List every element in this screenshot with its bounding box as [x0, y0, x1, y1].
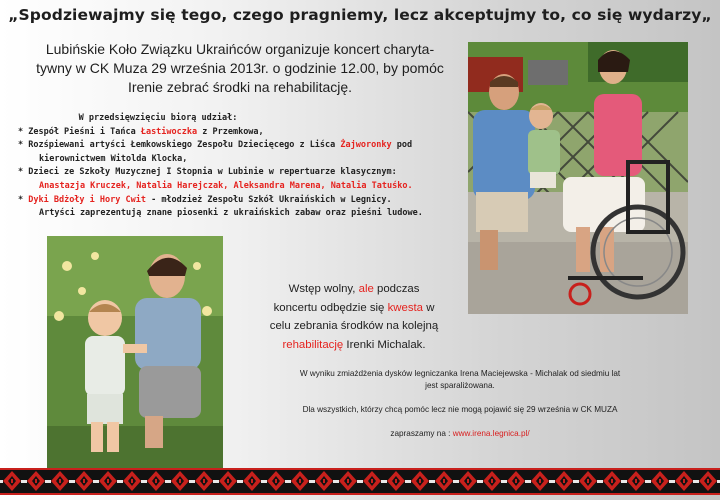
mother-child-photo-illustration: [47, 236, 223, 468]
admission-text: podczas: [377, 283, 420, 295]
participant-prefix: * Zespół Pieśni i Tańca: [18, 126, 136, 137]
family-photo: [468, 42, 688, 314]
participant-suffix: z Przemkowa,: [202, 126, 264, 137]
paralysis-line-2: jest sparaliżowana.: [425, 381, 495, 390]
invitation-label: zapraszamy na :: [390, 429, 451, 438]
admission-text: w: [426, 301, 435, 314]
admission-line-1: [238, 280, 470, 299]
poster-quote: „Spodziewajmy się tego, czego pragniemy, lecz akceptujmy to, co się wydarzy„: [8, 6, 712, 24]
participant-suffix: - młodzież Zespołu Szkół Ukraińskich w Legnicy.: [151, 194, 392, 205]
bottom-info: [240, 368, 680, 452]
participant-item: [18, 139, 470, 153]
family-photo-illustration: [468, 42, 688, 314]
embroidered-border: [0, 468, 720, 495]
participant-continuation: Artyści zaprezentują znane piosenki z ukraińskich zabaw oraz pieśni ludowe.: [39, 208, 423, 219]
participant-names: Anastazja Kruczek, Natalia Harejczak, Aleksandra Marena, Natalia Tatuśko.: [39, 180, 413, 191]
intro-line-2: tywny w CK Muza 29 września 2013r. o godzinie 12.00, by pomóc: [36, 60, 444, 76]
paralysis-note: [240, 368, 680, 392]
participant-highlight: Dyki Bdżoły i Hory Cwit: [28, 194, 146, 205]
intro-paragraph: [25, 40, 455, 97]
border-pattern: [0, 468, 720, 495]
website-link[interactable]: www.irena.legnica.pl/: [452, 429, 530, 438]
participant-prefix: * Rozśpiewani artyści Łemkowskiego Zespołu Dziecięcego z Liśca: [18, 140, 336, 151]
participants-header: W przedsięwzięciu biorą udział:: [78, 113, 238, 123]
participant-item: [18, 126, 470, 140]
participant-highlight: Żajworonky: [340, 140, 392, 151]
participant-highlight: Łastiwoczka: [140, 126, 198, 137]
help-note: Dla wszystkich, którzy chcą pomóc lecz nie mogą pojawić się 29 września w CK MUZA: [302, 405, 618, 414]
paralysis-line-1: W wyniku zmiażdżenia dysków legniczanka Irena Maciejewska - Michalak od siedmiu lat: [299, 369, 621, 378]
participant-item: * Dzieci ze Szkoły Muzycznej I Stopnia w Lubinie w repertuarze klasycznym:: [18, 167, 397, 178]
participant-continuation: kierownictwem Witolda Klocka,: [39, 153, 188, 164]
admission-line-4: [238, 336, 470, 355]
participant-item: [18, 194, 470, 208]
admission-highlight: ale: [358, 283, 374, 295]
participants-list: [18, 112, 470, 221]
admission-line-2: [238, 299, 470, 318]
admission-text: koncertu odbędzie się: [273, 301, 385, 314]
admission-text: Wstęp wolny,: [288, 283, 356, 295]
participant-suffix: pod: [396, 140, 413, 151]
invitation: [240, 428, 680, 440]
intro-line-3: Irenie zebrać środki na rehabilitację.: [127, 79, 353, 95]
admission-line-3: celu zebrania środków na kolejną: [269, 320, 439, 333]
admission-info: [238, 280, 470, 354]
mother-child-photo: [47, 236, 223, 468]
intro-line-1: Lubińskie Koło Związku Ukraińców organizuje koncert charyta-: [45, 41, 435, 57]
admission-highlight: rehabilitację: [282, 338, 344, 351]
participant-prefix: *: [18, 194, 24, 205]
admission-text: Irenki Michalak.: [346, 338, 426, 351]
admission-highlight: kwesta: [387, 301, 424, 314]
